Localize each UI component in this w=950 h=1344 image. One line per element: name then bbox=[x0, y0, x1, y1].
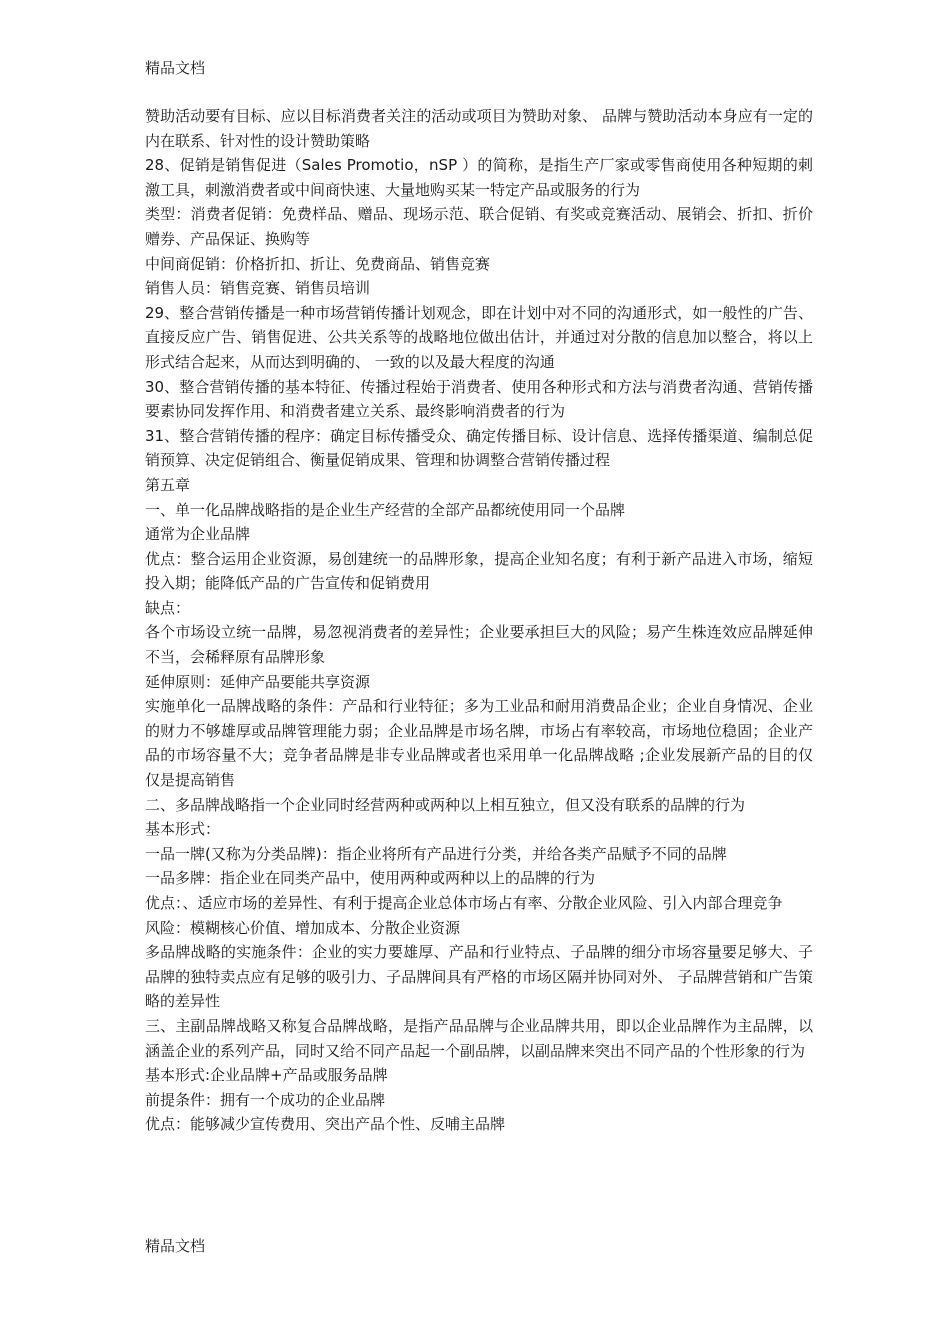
paragraph: 29、整合营销传播是一种市场营销传播计划观念，即在计划中对不同的沟通形式，如一般性的广告、直接反应广告、销售促进、公共关系等的战略地位做出估计，并通过对分散的信息加以整合，将以上形式结合起来，从而达到明确的、 一致的以及最大程度的沟通 bbox=[145, 303, 813, 371]
paragraph: 优点：整合运用企业资源，易创建统一的品牌形象，提高企业知名度；有利于新产品进入市场，缩短投入期；能降低产品的广告宣传和促销费用 bbox=[145, 549, 813, 593]
paragraph: 二、多品牌战略指一个企业同时经营两种或两种以上相互独立，但又没有联系的品牌的行为 bbox=[145, 795, 746, 814]
paragraph: 销售人员：销售竞赛、销售员培训 bbox=[145, 279, 371, 298]
paragraph: 三、主副品牌战略又称复合品牌战略，是指产品品牌与企业品牌共用，即以企业品牌作为主品牌，以涵盖企业的系列产品，同时又给不同产品起一个副品牌，以副品牌来突出不同产品的个性形象的行为 bbox=[145, 1016, 813, 1060]
paragraph: 优点：、适应市场的差异性、有利于提高企业总体市场占有率、分散企业风险、引入内部合理竞争 bbox=[145, 894, 783, 912]
paragraph: 延伸原则：延伸产品要能共享资源 bbox=[145, 672, 371, 691]
paragraph: 28、促销是销售促进（Sales Promotio，nSP ）的简称，是指生产厂家或零售商使用各种短期的刺激工具，刺激消费者或中间商快速、大量地购买某一特定产品或服务的行为 bbox=[145, 156, 813, 199]
paragraph: 31、整合营销传播的程序：确定目标传播受众、确定传播目标、设计信息、选择传播渠道、编制总促销预算、决定促销组合、衡量促销成果、管理和协调整合营销传播过程 bbox=[145, 426, 813, 470]
paragraph: 赞助活动要有目标、应以目标消费者关注的活动或项目为赞助对象、 品牌与赞助活动本身应有一定的内在联系、针对性的设计赞助策略 bbox=[145, 107, 813, 150]
paragraph: 一、单一化品牌战略指的是企业生产经营的全部产品都统使用同一个品牌 bbox=[145, 500, 626, 519]
paragraph: 通常为企业品牌 bbox=[145, 525, 251, 544]
chapter-heading: 第五章 bbox=[145, 475, 191, 494]
paragraph: 一品多牌：指企业在同类产品中，使用两种或两种以上的品牌的行为 bbox=[145, 869, 596, 888]
paragraph: 前提条件：拥有一个成功的企业品牌 bbox=[145, 1090, 386, 1109]
paragraph: 类型：消费者促销：免费样品、赠品、现场示范、联合促销、有奖或竞赛活动、展销会、折扣、折价赠券、产品保证、换购等 bbox=[145, 205, 813, 248]
paragraph: 一品一牌(又称为分类品牌)：指企业将所有产品进行分类，并给各类产品赋予不同的品牌 bbox=[145, 844, 727, 863]
paragraph: 缺点： bbox=[145, 598, 191, 617]
paragraph: 30、整合营销传播的基本特征、传播过程始于消费者、使用各种形式和方法与消费者沟通、营销传播要素协同发挥作用、和消费者建立关系、最终影响消费者的行为 bbox=[145, 377, 813, 421]
paragraph: 基本形式:企业品牌+产品或服务品牌 bbox=[145, 1066, 388, 1085]
paragraph: 各个市场设立统一品牌，易忽视消费者的差异性；企业要承担巨大的风险；易产生株连效应品牌延伸不当，会稀释原有品牌形象 bbox=[145, 623, 813, 667]
paragraph: 实施单化一品牌战略的条件：产品和行业特征；多为工业品和耐用消费品企业；企业自身情况、企业的财力不够雄厚或品牌管理能力弱；企业品牌是市场名牌，市场占有率较高，市场地位稳固；企业产品的市场容量不大；竞争者品牌是非专业品牌或者也采用单一化品牌战略 ;企业发展新产品的目的仅仅是提高销售 bbox=[145, 697, 813, 790]
paragraph: 优点：能够减少宣传费用、突出产品个性、反哺主品牌 bbox=[145, 1115, 506, 1134]
paragraph: 中间商促销：价格折扣、折让、免费商品、销售竞赛 bbox=[145, 254, 491, 273]
page-header: 精品文档 bbox=[145, 59, 206, 77]
page-footer: 精品文档 bbox=[145, 1237, 206, 1255]
paragraph: 多品牌战略的实施条件：企业的实力要雄厚、产品和行业特点、子品牌的细分市场容量要足够大、子品牌的独特卖点应有足够的吸引力、子品牌间具有严格的市场区隔并协同对外、 子品牌营销和广告策略的差异性 bbox=[145, 943, 813, 1011]
document-body bbox=[145, 104, 813, 1137]
paragraph: 风险：模糊核心价值、增加成本、分散企业资源 bbox=[145, 918, 461, 937]
paragraph: 基本形式： bbox=[145, 820, 221, 839]
